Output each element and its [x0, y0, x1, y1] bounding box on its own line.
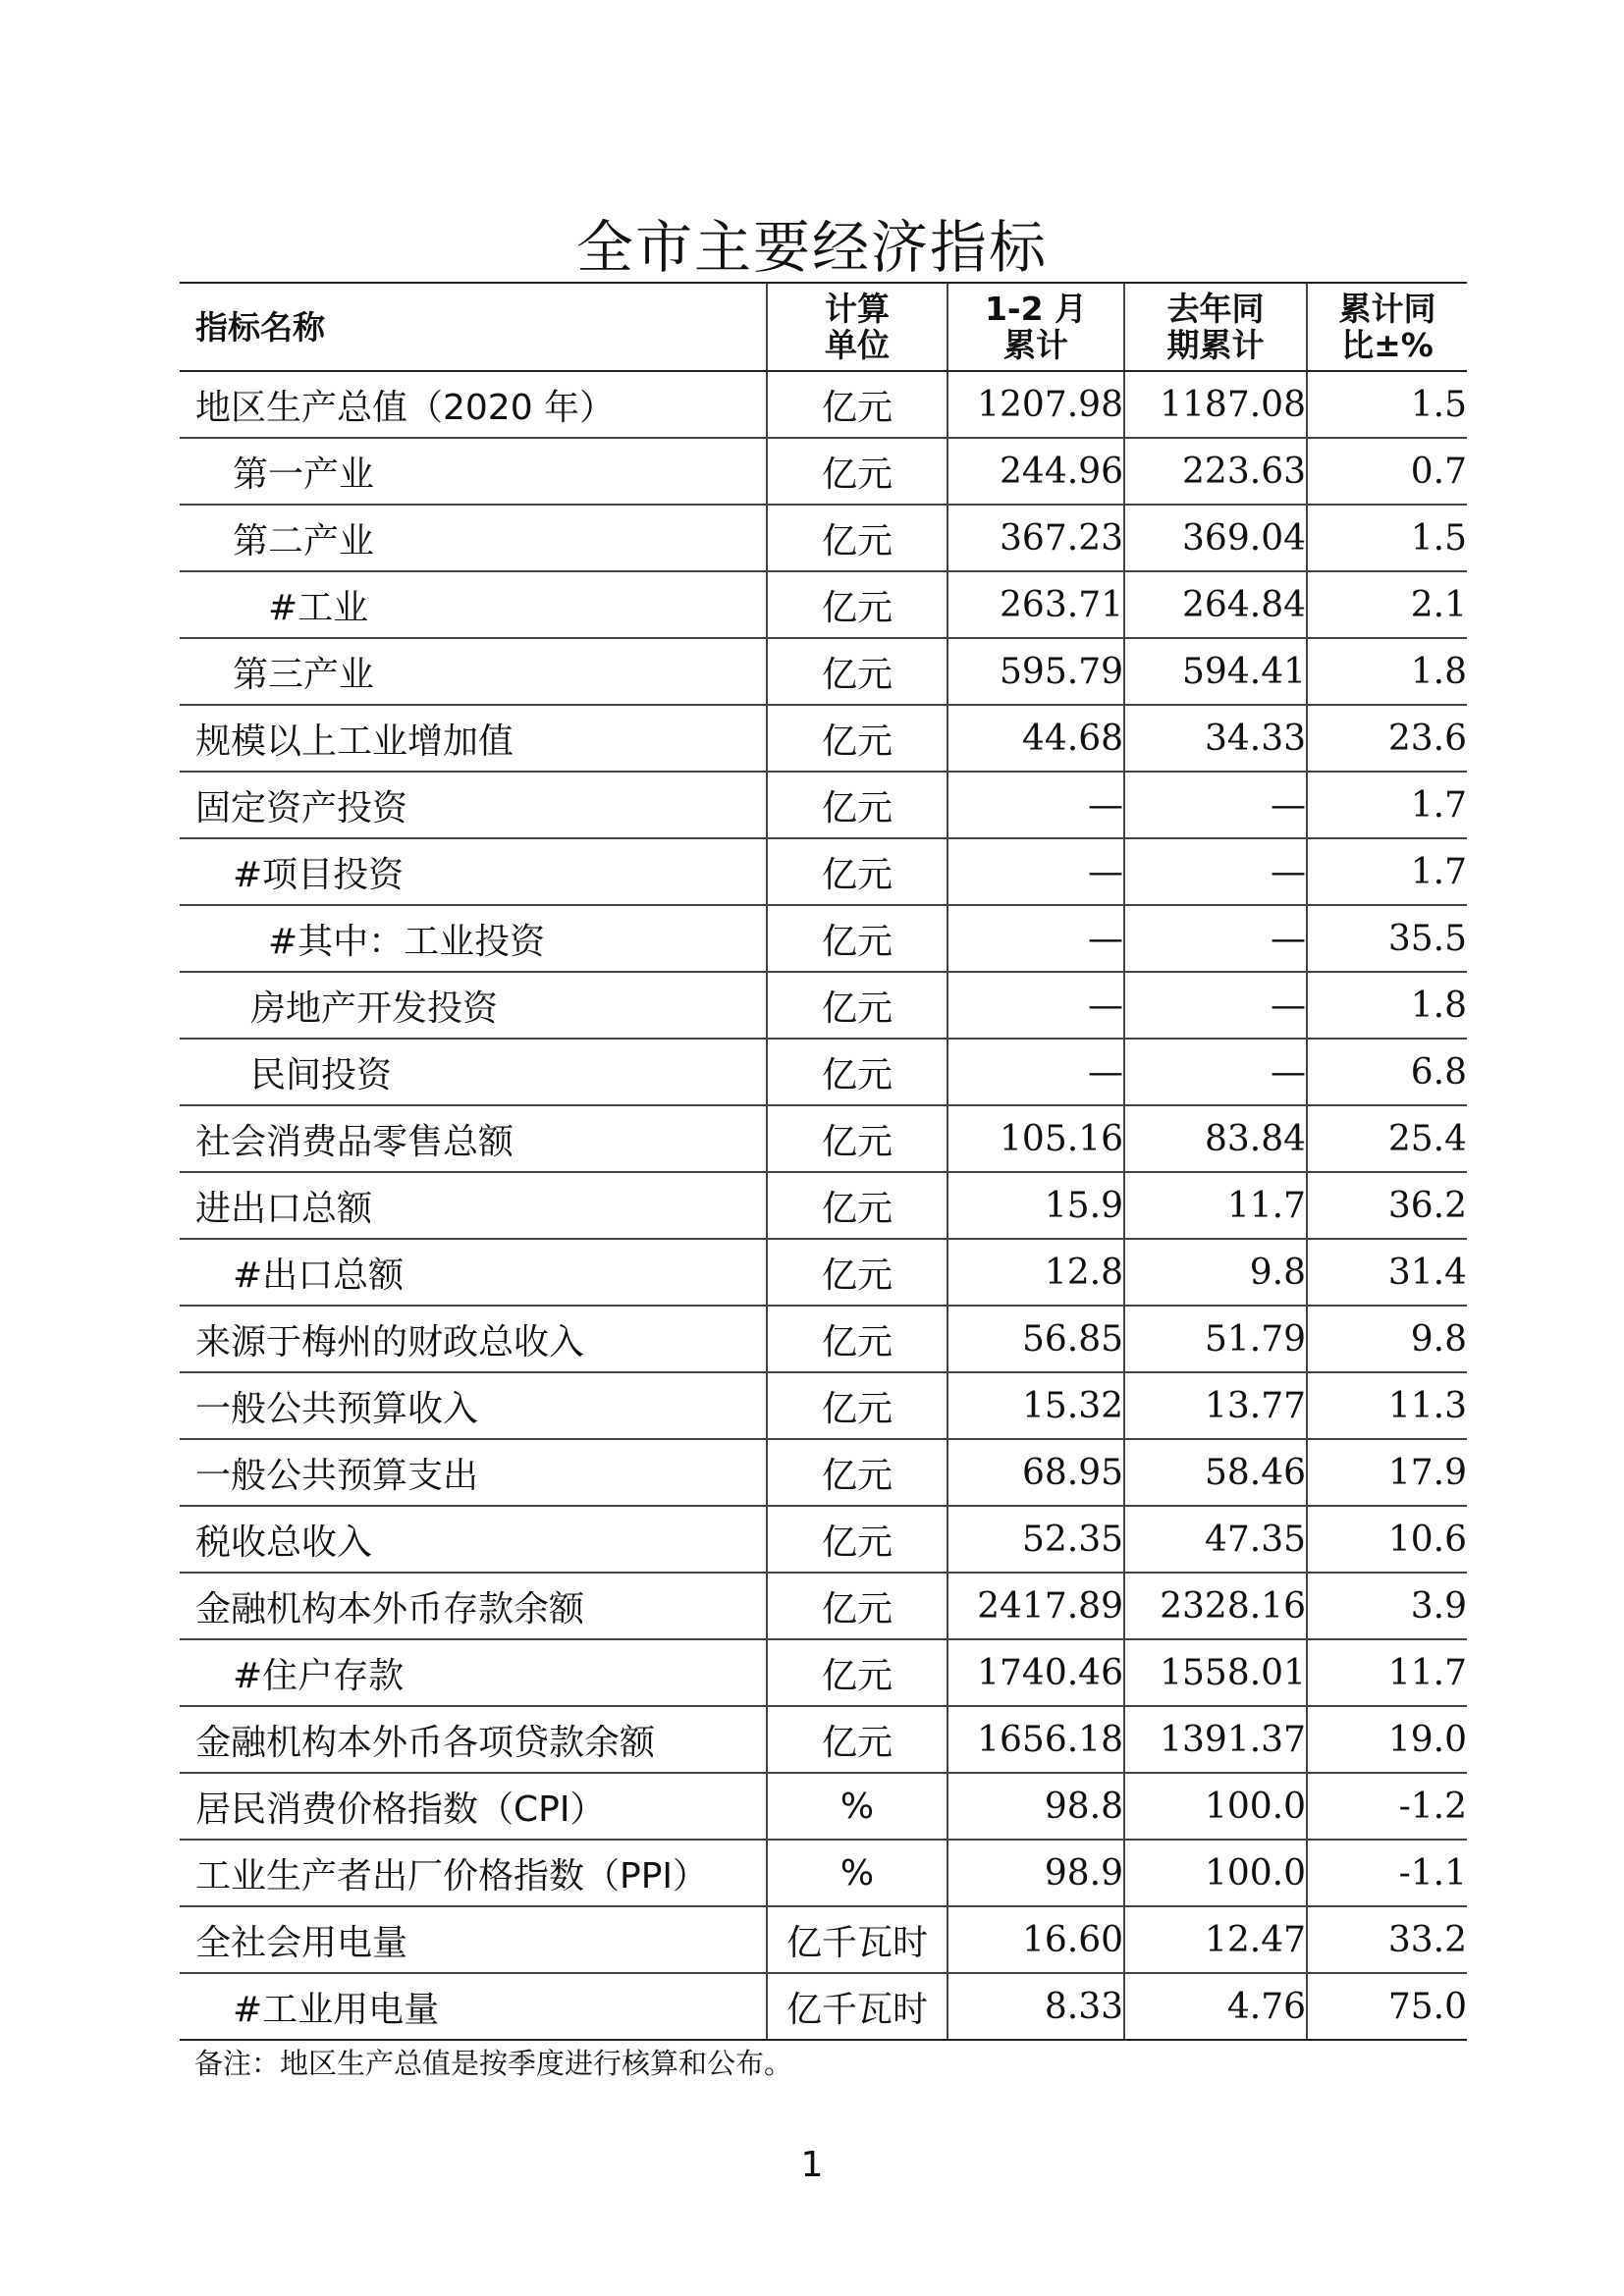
previous-value: 223.63 [1124, 438, 1307, 505]
indicator-unit: 亿元 [767, 1172, 947, 1239]
indicator-name: #工业 [180, 571, 767, 638]
current-value: 44.68 [947, 705, 1124, 772]
indicator-name: 金融机构本外币存款余额 [180, 1573, 767, 1639]
current-value: 56.85 [947, 1306, 1124, 1372]
indicator-name: 第三产业 [180, 638, 767, 705]
table-row [180, 1506, 1467, 1573]
change-value: 1.5 [1307, 505, 1467, 571]
table-row [180, 1439, 1467, 1506]
indicator-name: 房地产开发投资 [180, 972, 767, 1039]
change-value: 1.8 [1307, 972, 1467, 1039]
previous-value: 369.04 [1124, 505, 1307, 571]
previous-value: 264.84 [1124, 571, 1307, 638]
previous-value: 58.46 [1124, 1439, 1307, 1506]
change-value: 36.2 [1307, 1172, 1467, 1239]
table-row [180, 905, 1467, 972]
table-row [180, 1105, 1467, 1172]
indicator-unit: 亿元 [767, 1306, 947, 1372]
previous-value: 12.47 [1124, 1906, 1307, 1973]
indicator-name: #其中：工业投资 [180, 905, 767, 972]
table-row [180, 438, 1467, 505]
current-value: 244.96 [947, 438, 1124, 505]
change-value: 1.7 [1307, 838, 1467, 905]
indicator-unit: 亿元 [767, 1506, 947, 1573]
current-value: 367.23 [947, 505, 1124, 571]
page-title: 全市主要经济指标 [575, 214, 1048, 281]
previous-value: — [1124, 838, 1307, 905]
indicator-name: #住户存款 [180, 1639, 767, 1706]
table-row [180, 1239, 1467, 1306]
indicators-table [180, 282, 1467, 2041]
indicator-unit: 亿千瓦时 [767, 1973, 947, 2040]
current-value: 16.60 [947, 1906, 1124, 1973]
indicator-name: 进出口总额 [180, 1172, 767, 1239]
change-value: 25.4 [1307, 1105, 1467, 1172]
table-row [180, 772, 1467, 838]
indicator-name: 规模以上工业增加值 [180, 705, 767, 772]
table-row [180, 1306, 1467, 1372]
indicator-name: 民间投资 [180, 1039, 767, 1105]
current-value: 12.8 [947, 1239, 1124, 1306]
indicator-unit: % [767, 1773, 947, 1840]
table-row [180, 1973, 1467, 2040]
change-value: 9.8 [1307, 1306, 1467, 1372]
table-row [180, 838, 1467, 905]
previous-value: 47.35 [1124, 1506, 1307, 1573]
previous-value: 9.8 [1124, 1239, 1307, 1306]
indicator-unit: 亿元 [767, 1573, 947, 1639]
current-value: 8.33 [947, 1973, 1124, 2040]
previous-value: 34.33 [1124, 705, 1307, 772]
indicator-name: 第二产业 [180, 505, 767, 571]
table-row [180, 1172, 1467, 1239]
table-row [180, 1706, 1467, 1773]
change-value: 3.9 [1307, 1573, 1467, 1639]
current-value: 68.95 [947, 1439, 1124, 1506]
previous-value: — [1124, 772, 1307, 838]
change-value: 17.9 [1307, 1439, 1467, 1506]
table-header-row [180, 283, 1467, 371]
change-value: 1.5 [1307, 371, 1467, 438]
change-value: 33.2 [1307, 1906, 1467, 1973]
header-unit: 计算 单位 [767, 283, 947, 371]
indicator-unit: 亿元 [767, 1039, 947, 1105]
previous-value: — [1124, 1039, 1307, 1105]
indicator-name: 地区生产总值（2020 年） [180, 371, 767, 438]
indicator-unit: 亿元 [767, 438, 947, 505]
indicator-unit: 亿千瓦时 [767, 1906, 947, 1973]
footnote: 备注：地区生产总值是按季度进行核算和公布。 [194, 2047, 793, 2080]
table-row [180, 705, 1467, 772]
current-value: 15.9 [947, 1172, 1124, 1239]
header-change: 累计同 比±% [1307, 283, 1467, 371]
indicator-name: 金融机构本外币各项贷款余额 [180, 1706, 767, 1773]
current-value: 98.9 [947, 1840, 1124, 1906]
indicator-unit: 亿元 [767, 571, 947, 638]
current-value: — [947, 838, 1124, 905]
indicator-unit: 亿元 [767, 905, 947, 972]
current-value: 595.79 [947, 638, 1124, 705]
current-value: 1740.46 [947, 1639, 1124, 1706]
previous-value: 1391.37 [1124, 1706, 1307, 1773]
indicator-name: 一般公共预算收入 [180, 1372, 767, 1439]
table-row [180, 1372, 1467, 1439]
indicator-unit: 亿元 [767, 705, 947, 772]
indicator-unit: 亿元 [767, 638, 947, 705]
change-value: 11.3 [1307, 1372, 1467, 1439]
change-value: 23.6 [1307, 705, 1467, 772]
indicator-unit: 亿元 [767, 1439, 947, 1506]
table-row [180, 1773, 1467, 1840]
indicator-name: #工业用电量 [180, 1973, 767, 2040]
table-row [180, 1906, 1467, 1973]
current-value: 52.35 [947, 1506, 1124, 1573]
header-previous: 去年同 期累计 [1124, 283, 1307, 371]
previous-value: 1558.01 [1124, 1639, 1307, 1706]
indicator-unit: 亿元 [767, 1239, 947, 1306]
current-value: 98.8 [947, 1773, 1124, 1840]
previous-value: 1187.08 [1124, 371, 1307, 438]
indicator-name: 固定资产投资 [180, 772, 767, 838]
indicator-unit: 亿元 [767, 371, 947, 438]
header-current: 1-2 月 累计 [947, 283, 1124, 371]
current-value: 15.32 [947, 1372, 1124, 1439]
change-value: 2.1 [1307, 571, 1467, 638]
indicator-name: 居民消费价格指数（CPI） [180, 1773, 767, 1840]
current-value: 105.16 [947, 1105, 1124, 1172]
current-value: — [947, 972, 1124, 1039]
previous-value: 11.7 [1124, 1172, 1307, 1239]
indicator-name: 工业生产者出厂价格指数（PPI） [180, 1840, 767, 1906]
previous-value: 100.0 [1124, 1840, 1307, 1906]
indicator-name: 社会消费品零售总额 [180, 1105, 767, 1172]
table-row [180, 638, 1467, 705]
indicator-unit: 亿元 [767, 772, 947, 838]
indicator-name: 来源于梅州的财政总收入 [180, 1306, 767, 1372]
table-row [180, 972, 1467, 1039]
table-row [180, 1573, 1467, 1639]
previous-value: 51.79 [1124, 1306, 1307, 1372]
change-value: 31.4 [1307, 1239, 1467, 1306]
header-name: 指标名称 [180, 283, 767, 371]
table-row [180, 505, 1467, 571]
current-value: 1656.18 [947, 1706, 1124, 1773]
previous-value: 4.76 [1124, 1973, 1307, 2040]
change-value: 10.6 [1307, 1506, 1467, 1573]
previous-value: 594.41 [1124, 638, 1307, 705]
indicator-unit: 亿元 [767, 1372, 947, 1439]
indicator-unit: 亿元 [767, 1639, 947, 1706]
current-value: — [947, 772, 1124, 838]
change-value: 1.7 [1307, 772, 1467, 838]
indicator-unit: 亿元 [767, 505, 947, 571]
change-value: 19.0 [1307, 1706, 1467, 1773]
previous-value: 83.84 [1124, 1105, 1307, 1172]
indicator-name: 一般公共预算支出 [180, 1439, 767, 1506]
indicator-unit: 亿元 [767, 1706, 947, 1773]
change-value: 75.0 [1307, 1973, 1467, 2040]
current-value: 263.71 [947, 571, 1124, 638]
indicator-name: 全社会用电量 [180, 1906, 767, 1973]
indicator-name: 税收总收入 [180, 1506, 767, 1573]
current-value: 2417.89 [947, 1573, 1124, 1639]
previous-value: — [1124, 905, 1307, 972]
change-value: 11.7 [1307, 1639, 1467, 1706]
change-value: -1.1 [1307, 1840, 1467, 1906]
change-value: 6.8 [1307, 1039, 1467, 1105]
indicator-unit: 亿元 [767, 1105, 947, 1172]
previous-value: — [1124, 972, 1307, 1039]
table-row [180, 1039, 1467, 1105]
previous-value: 13.77 [1124, 1372, 1307, 1439]
table-row [180, 1840, 1467, 1906]
previous-value: 100.0 [1124, 1773, 1307, 1840]
page-number: 1 [800, 2145, 824, 2185]
indicator-unit: % [767, 1840, 947, 1906]
table-row [180, 571, 1467, 638]
table-row [180, 1639, 1467, 1706]
current-value: — [947, 1039, 1124, 1105]
current-value: 1207.98 [947, 371, 1124, 438]
change-value: 1.8 [1307, 638, 1467, 705]
indicator-name: #项目投资 [180, 838, 767, 905]
indicator-unit: 亿元 [767, 838, 947, 905]
change-value: 35.5 [1307, 905, 1467, 972]
current-value: — [947, 905, 1124, 972]
change-value: -1.2 [1307, 1773, 1467, 1840]
table-row [180, 371, 1467, 438]
previous-value: 2328.16 [1124, 1573, 1307, 1639]
indicator-name: #出口总额 [180, 1239, 767, 1306]
indicator-unit: 亿元 [767, 972, 947, 1039]
change-value: 0.7 [1307, 438, 1467, 505]
indicator-name: 第一产业 [180, 438, 767, 505]
